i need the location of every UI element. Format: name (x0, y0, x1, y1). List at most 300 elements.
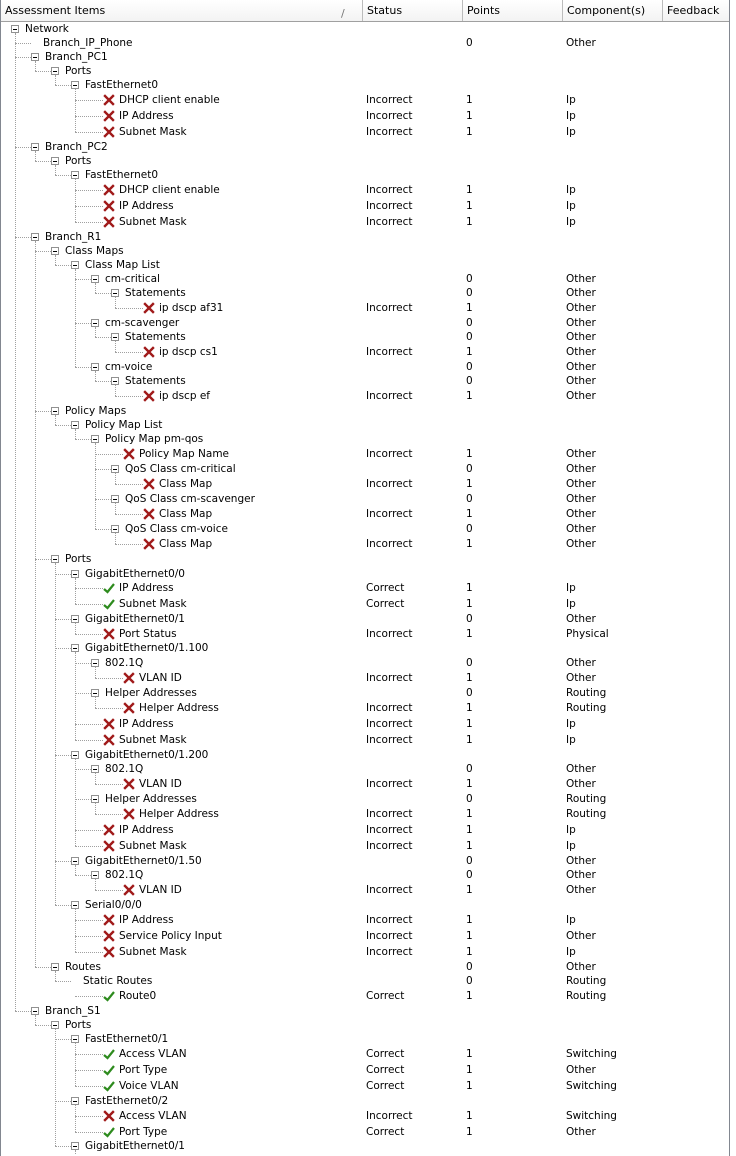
correct-check-icon (103, 582, 115, 594)
tree-item-label[interactable]: Branch_R1 (45, 231, 102, 243)
tree-row[interactable] (1, 656, 730, 671)
status-text: Incorrect (366, 184, 413, 196)
incorrect-cross-icon (103, 110, 115, 122)
column-header-status[interactable] (363, 0, 463, 21)
tree-connector (75, 116, 103, 117)
component-text: Other (566, 508, 596, 520)
tree-row[interactable] (1, 154, 730, 169)
tree-item-label[interactable]: IP Address (119, 824, 174, 836)
tree-item-label[interactable]: VLAN ID (139, 884, 182, 896)
correct-check-icon (103, 1064, 115, 1076)
tree-item-label[interactable]: GigabitEthernet0/1.100 (85, 642, 209, 654)
tree-row[interactable] (1, 552, 730, 567)
tree-row[interactable] (1, 374, 730, 389)
collapse-toggle-icon[interactable] (71, 857, 79, 865)
collapse-toggle-icon[interactable] (111, 377, 119, 385)
points-text: 0 (466, 869, 473, 881)
tree-item-label[interactable]: Access VLAN (119, 1048, 187, 1060)
tree-row[interactable] (1, 733, 730, 748)
tree-item-label[interactable]: GigabitEthernet0/1.200 (85, 749, 209, 761)
tree-item-label[interactable]: Class Maps (65, 245, 124, 257)
tree-row[interactable] (1, 230, 730, 245)
tree-item-label[interactable]: Port Type (119, 1064, 168, 1076)
collapse-toggle-icon[interactable] (71, 901, 79, 909)
component-text: Routing (566, 990, 607, 1002)
tree-row[interactable] (1, 432, 730, 447)
tree-row[interactable] (1, 945, 730, 960)
tree-item-label[interactable]: Subnet Mask (119, 216, 187, 228)
tree-row[interactable] (1, 1047, 730, 1062)
tree-item-label[interactable]: 802.1Q (105, 869, 144, 881)
tree-item-label[interactable]: IP Address (119, 110, 174, 122)
points-text: 0 (466, 687, 473, 699)
tree-item-label[interactable]: Ports (65, 1019, 92, 1031)
collapse-toggle-icon[interactable] (71, 1097, 79, 1105)
tree-connector (95, 890, 123, 891)
tree-row[interactable] (1, 330, 730, 345)
tree-row[interactable] (1, 244, 730, 259)
tree-row[interactable] (1, 913, 730, 928)
component-text: Other (566, 478, 596, 490)
collapse-toggle-icon[interactable] (31, 143, 39, 151)
tree-row[interactable] (1, 78, 730, 93)
tree-row[interactable] (1, 612, 730, 627)
tree-item-label[interactable]: Class Map List (85, 259, 160, 271)
tree-row[interactable] (1, 404, 730, 419)
column-header-label: Points (467, 4, 501, 17)
tree-item-label[interactable]: Branch_IP_Phone (43, 37, 133, 49)
tree-row[interactable] (1, 389, 730, 404)
tree-row[interactable] (1, 839, 730, 854)
tree-row[interactable] (1, 418, 730, 433)
component-text: Routing (566, 975, 607, 987)
tree-row[interactable] (1, 686, 730, 701)
collapse-toggle-icon[interactable] (91, 659, 99, 667)
tree-item-label[interactable]: cm-critical (105, 273, 160, 285)
tree-row[interactable] (1, 989, 730, 1004)
status-text: Correct (366, 1080, 405, 1092)
tree-item-label[interactable]: Policy Map pm-qos (105, 433, 204, 445)
column-header-points[interactable] (463, 0, 563, 21)
tree-item-label[interactable]: ip dscp ef (159, 390, 210, 402)
tree-item-label[interactable]: IP Address (119, 914, 174, 926)
tree-item-label[interactable]: Subnet Mask (119, 126, 187, 138)
collapse-toggle-icon[interactable] (71, 421, 79, 429)
status-text: Incorrect (366, 808, 413, 820)
tree-row[interactable] (1, 597, 730, 612)
tree-item-label[interactable]: GigabitEthernet0/1 (85, 1140, 185, 1152)
collapse-toggle-icon[interactable] (111, 333, 119, 341)
component-text: Ip (566, 598, 576, 610)
tree-item-label[interactable]: DHCP client enable (119, 184, 220, 196)
tree-connector (95, 381, 111, 382)
tree-item-label[interactable]: Service Policy Input (119, 930, 222, 942)
points-text: 1 (466, 110, 473, 122)
collapse-toggle-icon[interactable] (51, 963, 59, 971)
component-text: Switching (566, 1110, 617, 1122)
collapse-toggle-icon[interactable] (71, 751, 79, 759)
column-header-label: Feedback (667, 4, 720, 17)
tree-row[interactable] (1, 507, 730, 522)
tree-row[interactable] (1, 641, 730, 656)
tree-connector (75, 724, 103, 725)
tree-item-label[interactable]: Helper Addresses (105, 687, 197, 699)
tree-item-label[interactable]: FastEthernet0 (85, 79, 159, 91)
tree-row[interactable] (1, 868, 730, 883)
tree-row[interactable] (1, 199, 730, 214)
tree-item-label[interactable]: cm-scavenger (105, 317, 180, 329)
tree-connector (55, 425, 71, 426)
incorrect-cross-icon (103, 126, 115, 138)
tree-row[interactable] (1, 929, 730, 944)
points-text: 0 (466, 613, 473, 625)
tree-row[interactable] (1, 447, 730, 462)
tree-row[interactable] (1, 883, 730, 898)
tree-item-label[interactable]: Serial0/0/0 (85, 899, 142, 911)
tree-guide-line (95, 443, 96, 529)
tree-item-label[interactable]: FastEthernet0 (85, 169, 159, 181)
tree-item-label[interactable]: Helper Address (139, 702, 219, 714)
correct-check-icon (103, 1080, 115, 1092)
tree-item-label[interactable]: Voice VLAN (119, 1080, 179, 1092)
status-text: Incorrect (366, 94, 413, 106)
incorrect-cross-icon (103, 94, 115, 106)
column-header-assessment-items[interactable] (1, 0, 363, 21)
status-text: Incorrect (366, 478, 413, 490)
points-text: 1 (466, 582, 473, 594)
tree-item-label[interactable]: Static Routes (83, 975, 153, 987)
tree-connector (95, 814, 123, 815)
tree-item-label[interactable]: ip dscp af31 (159, 302, 224, 314)
tree-row[interactable] (1, 140, 730, 155)
collapse-toggle-icon[interactable] (71, 570, 79, 578)
tree-item-label[interactable]: Policy Map Name (139, 448, 230, 460)
status-text: Incorrect (366, 734, 413, 746)
tree-item-label[interactable]: Ports (65, 553, 92, 565)
tree-connector (95, 293, 111, 294)
tree-row[interactable] (1, 316, 730, 331)
tree-row[interactable] (1, 1018, 730, 1033)
tree-item-label[interactable]: Branch_PC2 (45, 141, 108, 153)
tree-item-label[interactable]: Class Map (159, 538, 213, 550)
tree-item-label[interactable]: GigabitEthernet0/1 (85, 613, 185, 625)
tree-item-label[interactable]: Subnet Mask (119, 734, 187, 746)
tree-row[interactable] (1, 301, 730, 316)
incorrect-cross-icon (103, 734, 115, 746)
column-header-feedback[interactable] (663, 0, 730, 21)
tree-item-label[interactable]: Subnet Mask (119, 946, 187, 958)
tree-item-label[interactable]: DHCP client enable (119, 94, 220, 106)
tree-row[interactable] (1, 960, 730, 975)
points-text: 0 (466, 763, 473, 775)
tree-item-label[interactable]: Port Status (119, 628, 177, 640)
tree-row[interactable] (1, 823, 730, 838)
collapse-toggle-icon[interactable] (71, 261, 79, 269)
tree-item-label[interactable]: FastEthernet0/2 (85, 1095, 169, 1107)
collapse-toggle-icon[interactable] (91, 765, 99, 773)
tree-row[interactable] (1, 492, 730, 507)
component-text: Other (566, 361, 596, 373)
tree-item-label[interactable]: GigabitEthernet0/1.50 (85, 855, 202, 867)
status-text: Correct (366, 598, 405, 610)
tree-row[interactable] (1, 671, 730, 686)
points-text: 1 (466, 302, 473, 314)
tree-row[interactable] (1, 462, 730, 477)
incorrect-cross-icon (123, 808, 135, 820)
tree-row[interactable] (1, 1063, 730, 1078)
collapse-toggle-icon[interactable] (111, 289, 119, 297)
collapse-toggle-icon[interactable] (71, 81, 79, 89)
tree-connector (15, 43, 31, 44)
collapse-toggle-icon[interactable] (71, 1142, 79, 1150)
tree-item-label[interactable]: ip dscp cs1 (159, 346, 218, 358)
tree-connector (75, 1086, 103, 1087)
collapse-toggle-icon[interactable] (71, 644, 79, 652)
tree-row[interactable] (1, 286, 730, 301)
tree-item-label[interactable]: Subnet Mask (119, 598, 187, 610)
status-text: Incorrect (366, 216, 413, 228)
component-text: Other (566, 1064, 596, 1076)
tree-item-label[interactable]: Port Type (119, 1126, 168, 1138)
component-text: Other (566, 523, 596, 535)
tree-row[interactable] (1, 50, 730, 65)
tree-connector (75, 663, 91, 664)
tree-item-label[interactable]: Access VLAN (119, 1110, 187, 1122)
tree-item-label[interactable]: Ports (65, 155, 92, 167)
status-text: Incorrect (366, 672, 413, 684)
component-text: Other (566, 672, 596, 684)
incorrect-cross-icon (103, 216, 115, 228)
tree-row[interactable] (1, 854, 730, 869)
component-text: Other (566, 317, 596, 329)
tree-row[interactable] (1, 1004, 730, 1019)
points-text: 1 (466, 200, 473, 212)
tree-row[interactable] (1, 22, 730, 37)
tree-row[interactable] (1, 1125, 730, 1140)
collapse-toggle-icon[interactable] (111, 525, 119, 533)
points-text: 1 (466, 628, 473, 640)
tree-row[interactable] (1, 898, 730, 913)
column-header-components[interactable] (563, 0, 663, 21)
tree-connector (35, 71, 51, 72)
column-header-label: Assessment Items (5, 4, 106, 17)
points-text: 0 (466, 317, 473, 329)
points-text: 0 (466, 273, 473, 285)
tree-item-label[interactable]: Routes (65, 961, 101, 973)
tree-connector (55, 265, 71, 266)
tree-item-label[interactable]: GigabitEthernet0/0 (85, 568, 185, 580)
tree-connector (55, 1039, 71, 1040)
points-text: 1 (466, 478, 473, 490)
status-text: Incorrect (366, 448, 413, 460)
tree-connector (55, 619, 71, 620)
points-text: 1 (466, 448, 473, 460)
tree-row[interactable] (1, 215, 730, 230)
tree-row[interactable] (1, 627, 730, 642)
tree-item-label[interactable]: Statements (125, 375, 186, 387)
tree-item-label[interactable]: IP Address (119, 582, 174, 594)
collapse-toggle-icon[interactable] (91, 689, 99, 697)
tree-row[interactable] (1, 717, 730, 732)
tree-item-label[interactable]: IP Address (119, 200, 174, 212)
tree-row[interactable] (1, 748, 730, 763)
tree-guide-line (35, 61, 36, 71)
incorrect-cross-icon (123, 448, 135, 460)
points-text: 1 (466, 718, 473, 730)
tree-row[interactable] (1, 807, 730, 822)
tree-item-label[interactable]: Statements (125, 287, 186, 299)
tree-guide-line (75, 865, 76, 875)
collapse-toggle-icon[interactable] (51, 555, 59, 563)
tree-connector (75, 830, 103, 831)
tree-row[interactable] (1, 360, 730, 375)
collapse-toggle-icon[interactable] (71, 615, 79, 623)
tree-connector (55, 1101, 71, 1102)
tree-item-label[interactable]: Policy Maps (65, 405, 127, 417)
tree-item-label[interactable]: 802.1Q (105, 763, 144, 775)
tree-row[interactable] (1, 567, 730, 582)
tree-item-label[interactable]: FastEthernet0/1 (85, 1033, 169, 1045)
tree-row[interactable] (1, 64, 730, 79)
tree-guide-line (35, 241, 36, 967)
tree-item-label[interactable]: QoS Class cm-scavenger (125, 493, 255, 505)
tree-guide-line (115, 503, 116, 514)
tree-item-label[interactable]: QoS Class cm-voice (125, 523, 228, 535)
collapse-toggle-icon[interactable] (91, 275, 99, 283)
points-text: 0 (466, 657, 473, 669)
points-text: 1 (466, 508, 473, 520)
tree-connector (75, 1116, 103, 1117)
collapse-toggle-icon[interactable] (111, 495, 119, 503)
tree-row[interactable] (1, 537, 730, 552)
component-text: Ip (566, 718, 576, 730)
tree-item-label[interactable]: Branch_PC1 (45, 51, 108, 63)
tree-guide-line (55, 75, 56, 85)
collapse-toggle-icon[interactable] (111, 465, 119, 473)
tree-guide-line (55, 415, 56, 425)
tree-row[interactable] (1, 777, 730, 792)
tree-row[interactable] (1, 168, 730, 183)
tree-row[interactable] (1, 93, 730, 108)
collapse-toggle-icon[interactable] (31, 53, 39, 61)
tree-item-label[interactable]: cm-voice (105, 361, 153, 373)
collapse-toggle-icon[interactable] (91, 795, 99, 803)
tree-item-label[interactable]: Helper Addresses (105, 793, 197, 805)
component-text: Other (566, 884, 596, 896)
incorrect-cross-icon (143, 538, 155, 550)
tree-row[interactable] (1, 477, 730, 492)
tree-item-label[interactable]: Subnet Mask (119, 840, 187, 852)
tree-guide-line (55, 165, 56, 175)
points-text: 0 (466, 331, 473, 343)
tree-item-label[interactable]: IP Address (119, 718, 174, 730)
tree-connector (35, 251, 51, 252)
tree-row[interactable] (1, 345, 730, 360)
tree-row[interactable] (1, 522, 730, 537)
tree-row[interactable] (1, 183, 730, 198)
collapse-toggle-icon[interactable] (31, 233, 39, 241)
tree-row[interactable] (1, 1139, 730, 1154)
tree-connector (55, 905, 71, 906)
collapse-toggle-icon[interactable] (71, 171, 79, 179)
status-text: Incorrect (366, 778, 413, 790)
tree-guide-line (75, 1150, 76, 1154)
tree-item-label[interactable]: Statements (125, 331, 186, 343)
tree-row[interactable] (1, 272, 730, 287)
collapse-toggle-icon[interactable] (91, 871, 99, 879)
tree-row[interactable] (1, 36, 730, 51)
collapse-toggle-icon[interactable] (51, 407, 59, 415)
tree-row[interactable] (1, 974, 730, 989)
collapse-toggle-icon[interactable] (11, 25, 19, 33)
tree-item-label[interactable]: Class Map (159, 508, 213, 520)
tree-row[interactable] (1, 792, 730, 807)
tree-item-label[interactable]: Policy Map List (85, 419, 163, 431)
tree-row[interactable] (1, 1079, 730, 1094)
tree-connector (15, 57, 31, 58)
tree-guide-line (75, 578, 76, 604)
tree-guide-line (75, 1105, 76, 1132)
tree-connector (75, 439, 91, 440)
tree-connector (55, 1146, 71, 1147)
component-text: Other (566, 930, 596, 942)
status-text: Correct (366, 1048, 405, 1060)
collapse-toggle-icon[interactable] (31, 1007, 39, 1015)
tree-item-label[interactable]: 802.1Q (105, 657, 144, 669)
tree-connector (75, 222, 103, 223)
incorrect-cross-icon (103, 628, 115, 640)
component-text: Ip (566, 946, 576, 958)
collapse-toggle-icon[interactable] (51, 157, 59, 165)
tree-row[interactable] (1, 258, 730, 273)
incorrect-cross-icon (103, 824, 115, 836)
tree-row[interactable] (1, 1032, 730, 1047)
tree-item-label[interactable]: Route0 (119, 990, 157, 1002)
collapse-toggle-icon[interactable] (51, 1021, 59, 1029)
collapse-toggle-icon[interactable] (51, 247, 59, 255)
tree-item-label[interactable]: Network (25, 23, 69, 35)
collapse-toggle-icon[interactable] (71, 1035, 79, 1043)
tree-item-label[interactable]: QoS Class cm-critical (125, 463, 236, 475)
points-text: 0 (466, 523, 473, 535)
component-text: Ip (566, 216, 576, 228)
tree-connector (75, 190, 103, 191)
tree-item-label[interactable]: Class Map (159, 478, 213, 490)
tree-item-label[interactable]: Ports (65, 65, 92, 77)
tree-row[interactable] (1, 701, 730, 716)
tree-item-label[interactable]: Branch_S1 (45, 1005, 101, 1017)
points-text: 1 (466, 1126, 473, 1138)
tree-guide-line (75, 759, 76, 846)
tree-row[interactable] (1, 1094, 730, 1109)
tree-row[interactable] (1, 1109, 730, 1124)
tree-row[interactable] (1, 109, 730, 124)
collapse-toggle-icon[interactable] (91, 319, 99, 327)
component-text: Ip (566, 914, 576, 926)
points-text: 1 (466, 126, 473, 138)
collapse-toggle-icon[interactable] (51, 67, 59, 75)
component-text: Other (566, 493, 596, 505)
tree-item-label[interactable]: VLAN ID (139, 672, 182, 684)
tree-item-label[interactable]: VLAN ID (139, 778, 182, 790)
status-text: Incorrect (366, 702, 413, 714)
tree-row[interactable] (1, 125, 730, 140)
tree-row[interactable] (1, 581, 730, 596)
tree-row[interactable] (1, 762, 730, 777)
collapse-toggle-icon[interactable] (91, 363, 99, 371)
collapse-toggle-icon[interactable] (91, 435, 99, 443)
tree-item-label[interactable]: Helper Address (139, 808, 219, 820)
